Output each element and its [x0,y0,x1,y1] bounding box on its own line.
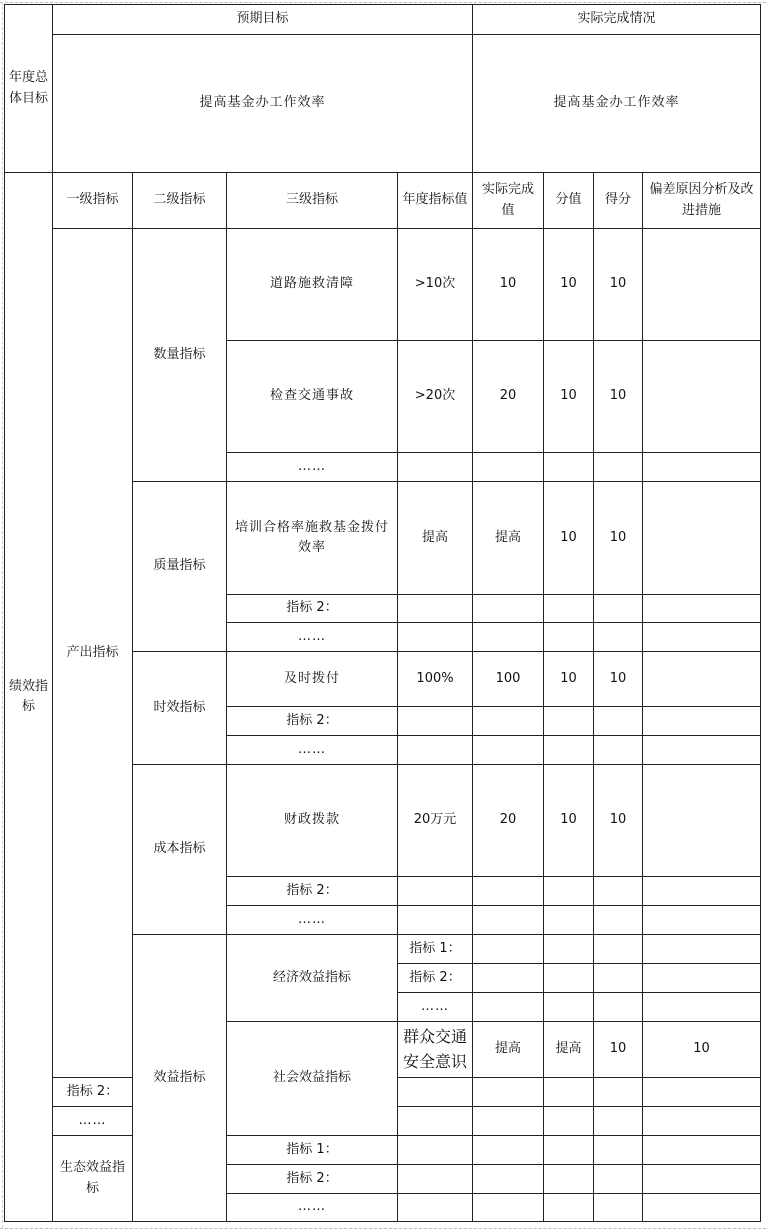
row-etc: …… [53,1107,133,1136]
row-deviation [643,765,761,877]
row-score: 10 [544,482,594,595]
expected-goal-value: 提高基金办工作效率 [53,35,473,173]
sub-economic: 经济效益指标 [227,935,398,1022]
row-earned: 10 [594,341,643,453]
perf-indicator-label: 绩效指标 [5,173,53,1222]
sub-quality: 质量指标 [133,482,227,652]
row-actual: 20 [473,341,544,453]
column-header-row [5,173,761,229]
row-actual: 100 [473,652,544,707]
row-target: 100% [398,652,473,707]
annual-goal-label: 年度总体目标 [5,5,53,173]
sub-timeliness: 时效指标 [133,652,227,765]
row-name: 及时拨付 [227,652,398,707]
row-placeholder: 指标 2： [398,964,473,993]
col-level2: 二级指标 [133,173,227,229]
row-etc: …… [227,906,398,935]
row-etc: …… [227,453,398,482]
row-placeholder: 指标 2： [227,877,398,906]
col-deviation: 偏差原因分析及改进措施 [643,173,761,229]
row-deviation [643,341,761,453]
table-row [5,229,761,341]
sub-cost: 成本指标 [133,765,227,935]
row-deviation [643,652,761,707]
actual-goal-value: 提高基金办工作效率 [473,35,761,173]
row-name: 检查交通事故 [227,341,398,453]
row-target: >10次 [398,229,473,341]
row-score: 10 [544,765,594,877]
row-deviation [643,229,761,341]
row-etc: …… [227,736,398,765]
row-name: 群众交通安全意识 [398,1022,473,1078]
row-actual: 10 [473,229,544,341]
row-earned: 10 [594,482,643,595]
row-deviation [643,482,761,595]
row-placeholder: 指标 2： [227,707,398,736]
row-placeholder: 指标 1： [398,935,473,964]
sub-ecological: 生态效益指标 [53,1136,133,1222]
expected-goal-label: 预期目标 [53,5,473,35]
sub-social: 社会效益指标 [227,1022,398,1136]
row-target: 20万元 [398,765,473,877]
page-border-bottom [0,1228,766,1229]
actual-label: 实际完成情况 [473,5,761,35]
row-name: 培训合格率施救基金拨付效率 [227,482,398,595]
row-placeholder: 指标 2： [227,1165,398,1194]
row-etc: …… [227,1194,398,1222]
row-score: 10 [544,652,594,707]
row-target: 提高 [398,482,473,595]
col-score: 分值 [544,173,594,229]
performance-table [4,4,761,1222]
row-score: 10 [594,1022,643,1078]
row-name: 道路施救清障 [227,229,398,341]
row-score: 10 [544,229,594,341]
page-border-top [0,2,766,3]
page-border-left [2,2,3,1228]
row-actual: 提高 [544,1022,594,1078]
col-annual-target: 年度指标值 [398,173,473,229]
col-level1: 一级指标 [53,173,133,229]
row-earned: 10 [594,765,643,877]
row-placeholder: 指标 1： [227,1136,398,1165]
row-score: 10 [544,341,594,453]
group-output: 产出指标 [53,229,133,1078]
group-benefit: 效益指标 [133,935,227,1222]
row-actual: 提高 [473,482,544,595]
col-level3: 三级指标 [227,173,398,229]
row-earned: 10 [594,652,643,707]
col-actual-value: 实际完成值 [473,173,544,229]
row-target: 提高 [473,1022,544,1078]
row-earned: 10 [643,1022,761,1078]
goal-header-row [5,5,761,35]
row-placeholder: 指标 2： [53,1078,133,1107]
row-target: >20次 [398,341,473,453]
table-row [5,1136,761,1165]
row-etc: …… [227,623,398,652]
row-earned: 10 [594,229,643,341]
goal-value-row [5,35,761,173]
col-earned: 得分 [594,173,643,229]
row-placeholder: 指标 2： [227,595,398,623]
row-actual: 20 [473,765,544,877]
row-name: 财政拨款 [227,765,398,877]
sub-quantity: 数量指标 [133,229,227,482]
row-etc: …… [398,993,473,1022]
